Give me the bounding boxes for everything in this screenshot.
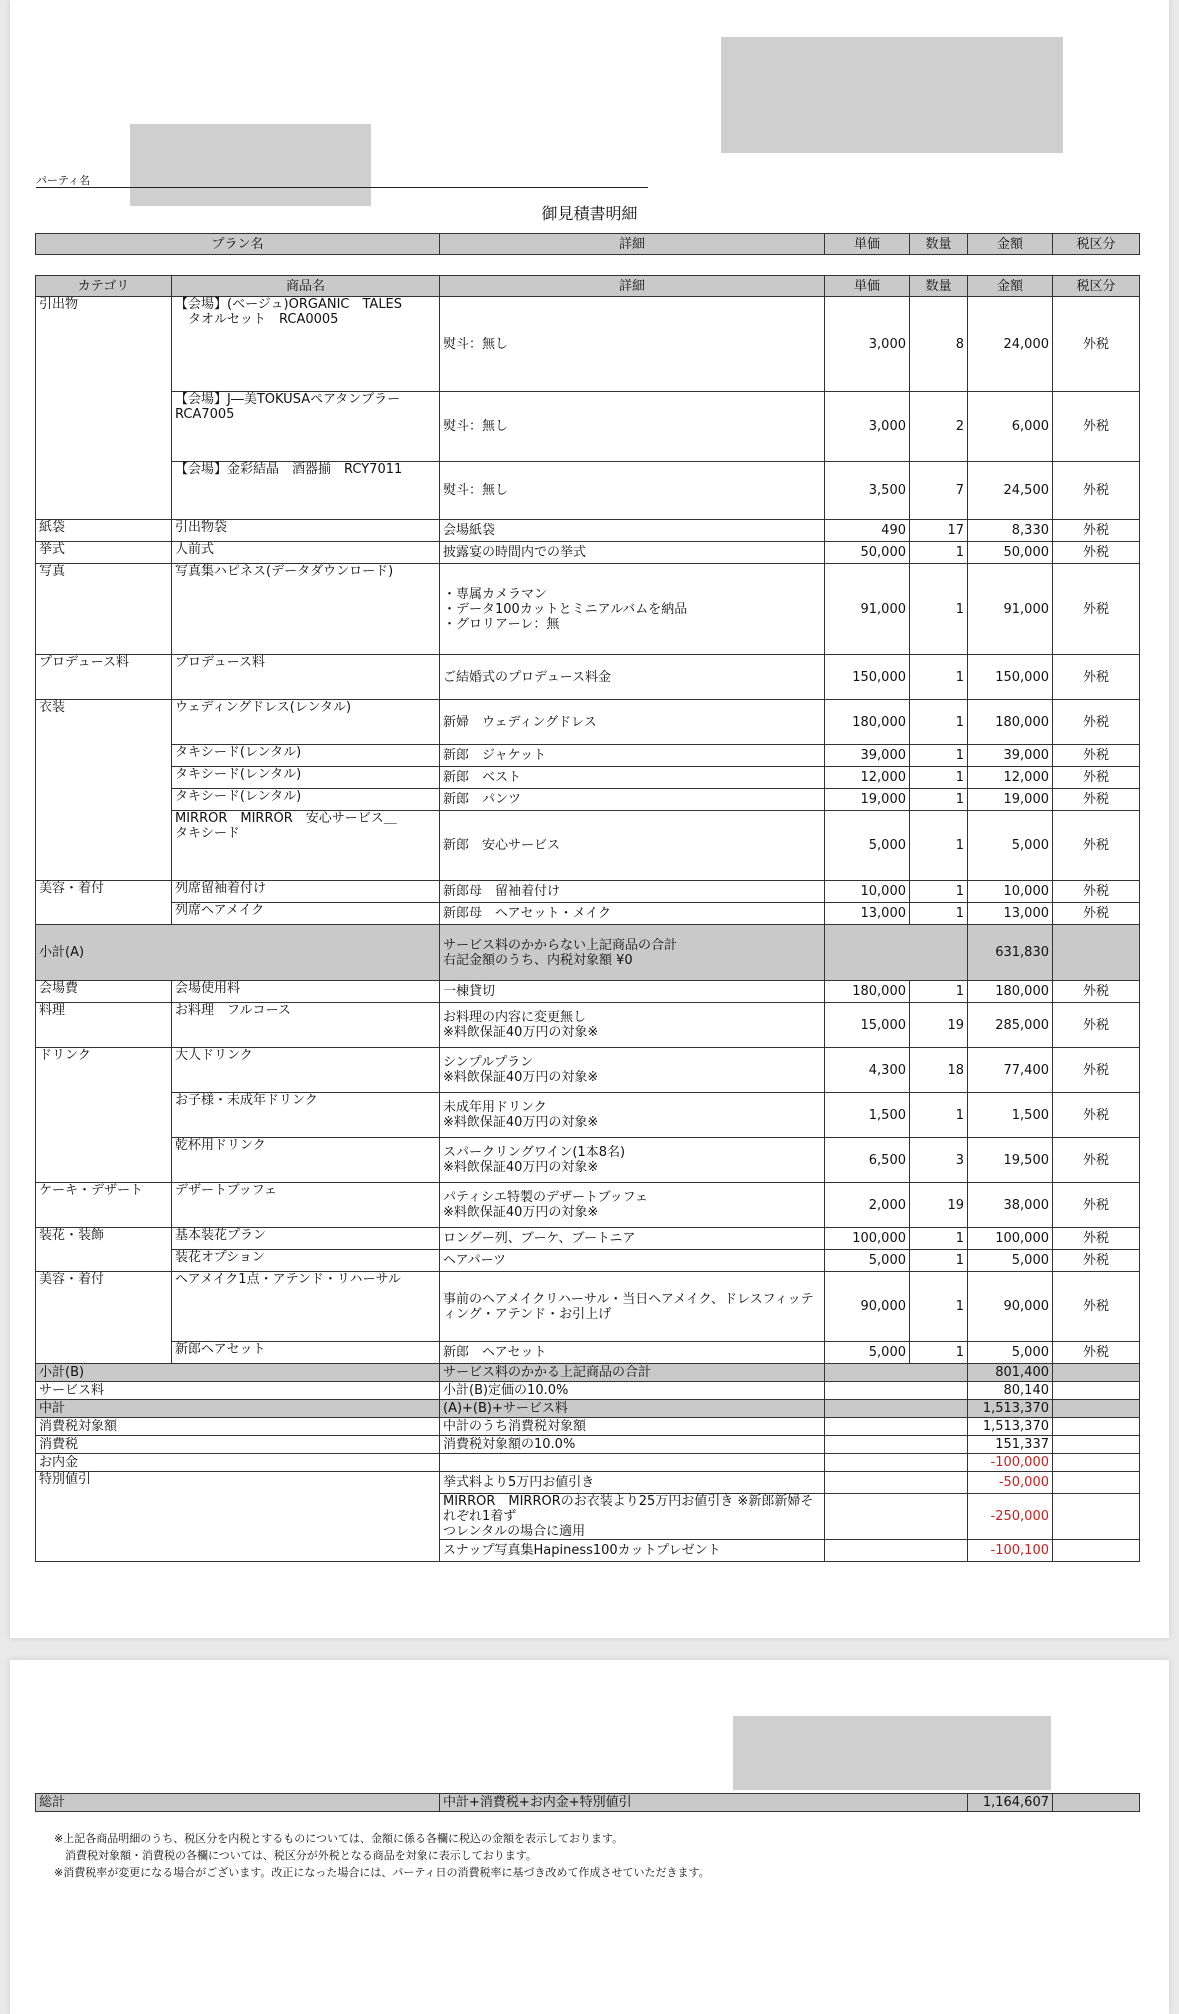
unit-price-cell: 12,000	[825, 767, 910, 789]
product-name-cell: お子様・未成年ドリンク	[172, 1093, 440, 1138]
party-name-label: パーティ名	[36, 174, 91, 187]
category-cell: 美容・着付	[36, 881, 172, 903]
table-row	[36, 1250, 1140, 1272]
redacted-area	[733, 1716, 1051, 1790]
amount-cell: 13,000	[968, 903, 1053, 925]
summary-row	[36, 1382, 1140, 1400]
summary-amount: 801,400	[968, 1364, 1053, 1382]
table-row	[36, 542, 1140, 564]
total-detail: 中計+消費税+お内金+特別値引	[440, 1794, 968, 1812]
detail-cell: スパークリングワイン(1本8名) ※料飲保証40万円の対象※	[440, 1138, 825, 1183]
detail-cell: 熨斗：無し	[440, 462, 825, 520]
summary-label: お内金	[36, 1454, 440, 1472]
items-body	[36, 297, 1140, 1562]
category-cell: 料理	[36, 1003, 172, 1048]
summary-label: 消費税	[36, 1436, 440, 1454]
summary-label: サービス料	[36, 1382, 440, 1400]
unit-price-cell: 6,500	[825, 1138, 910, 1183]
amount-cell: 12,000	[968, 767, 1053, 789]
product-name-cell: 会場使用料	[172, 981, 440, 1003]
tax-type-cell: 外税	[1053, 811, 1140, 881]
table-row	[36, 1342, 1140, 1364]
table-row	[36, 655, 1140, 700]
summary-label: 消費税対象額	[36, 1418, 440, 1436]
plan-header-cell: 詳細	[440, 234, 825, 255]
unit-price-cell: 180,000	[825, 981, 910, 1003]
unit-price-cell: 15,000	[825, 1003, 910, 1048]
amount-cell: 90,000	[968, 1272, 1053, 1342]
table-row	[36, 1138, 1140, 1183]
category-cell	[36, 767, 172, 789]
detail-cell: 新郎 パンツ	[440, 789, 825, 811]
tax-type-cell: 外税	[1053, 1093, 1140, 1138]
tax-type-cell: 外税	[1053, 1183, 1140, 1228]
tax-type-cell: 外税	[1053, 981, 1140, 1003]
product-name-cell: プロデュース料	[172, 655, 440, 700]
product-name-cell: タキシード(レンタル)	[172, 745, 440, 767]
quantity-cell: 1	[910, 903, 968, 925]
unit-price-cell: 50,000	[825, 542, 910, 564]
tax-type-cell: 外税	[1053, 745, 1140, 767]
tax-type-cell: 外税	[1053, 700, 1140, 745]
summary-row	[36, 1400, 1140, 1418]
amount-cell: 5,000	[968, 811, 1053, 881]
total-amount: 1,164,607	[968, 1794, 1053, 1812]
summary-detail: 消費税対象額の10.0%	[440, 1436, 825, 1454]
plan-header-cell: 税区分	[1053, 234, 1140, 255]
items-header-cell: 単価	[825, 276, 910, 297]
unit-price-cell: 3,000	[825, 297, 910, 392]
amount-cell: 1,500	[968, 1093, 1053, 1138]
tax-type-cell: 外税	[1053, 297, 1140, 392]
quantity-cell: 1	[910, 789, 968, 811]
quantity-cell: 1	[910, 1272, 968, 1342]
table-row	[36, 297, 1140, 392]
category-cell	[36, 1138, 172, 1183]
quantity-cell: 2	[910, 392, 968, 462]
tax-type-cell: 外税	[1053, 1272, 1140, 1342]
category-cell	[36, 789, 172, 811]
amount-cell: 19,000	[968, 789, 1053, 811]
empty-cell	[1053, 925, 1140, 981]
empty-cell	[1053, 1472, 1140, 1494]
amount-cell: 39,000	[968, 745, 1053, 767]
summary-amount: -100,000	[968, 1454, 1053, 1472]
unit-price-cell: 90,000	[825, 1272, 910, 1342]
product-name-cell: 新郎ヘアセット	[172, 1342, 440, 1364]
product-name-cell: 引出物袋	[172, 520, 440, 542]
tax-type-cell: 外税	[1053, 1342, 1140, 1364]
empty-cell	[1053, 1418, 1140, 1436]
discount-row	[36, 1472, 1140, 1494]
quantity-cell: 7	[910, 462, 968, 520]
category-cell: 美容・着付	[36, 1272, 172, 1342]
empty-cell	[825, 1364, 968, 1382]
empty-cell	[825, 1494, 968, 1540]
summary-row	[36, 1418, 1140, 1436]
summary-row	[36, 1454, 1140, 1472]
quantity-cell: 1	[910, 1342, 968, 1364]
summary-detail: サービス料のかかる上記商品の合計	[440, 1364, 825, 1382]
summary-row	[36, 1364, 1140, 1382]
tax-type-cell: 外税	[1053, 1228, 1140, 1250]
items-header-cell: 詳細	[440, 276, 825, 297]
quantity-cell: 19	[910, 1183, 968, 1228]
items-header-cell: 税区分	[1053, 276, 1140, 297]
tax-type-cell: 外税	[1053, 1048, 1140, 1093]
summary-amount: 1,513,370	[968, 1400, 1053, 1418]
empty-cell	[825, 1382, 968, 1400]
quantity-cell: 17	[910, 520, 968, 542]
product-name-cell: タキシード(レンタル)	[172, 767, 440, 789]
discount-amount: -250,000	[968, 1494, 1053, 1540]
page-title: 御見積書明細	[541, 204, 638, 223]
detail-cell: ・専属カメラマン ・データ100カットとミニアルバムを納品 ・グロリアーレ：無	[440, 564, 825, 655]
unit-price-cell: 3,500	[825, 462, 910, 520]
empty-cell	[825, 1436, 968, 1454]
product-name-cell: お料理 フルコース	[172, 1003, 440, 1048]
unit-price-cell: 91,000	[825, 564, 910, 655]
plan-header-cell: プラン名	[36, 234, 440, 255]
product-name-cell: 列席ヘアメイク	[172, 903, 440, 925]
empty-cell	[1053, 1400, 1140, 1418]
quantity-cell: 1	[910, 1228, 968, 1250]
tax-type-cell: 外税	[1053, 903, 1140, 925]
category-cell: 写真	[36, 564, 172, 655]
empty-cell	[825, 1454, 968, 1472]
category-cell	[36, 1342, 172, 1364]
detail-cell: 熨斗：無し	[440, 297, 825, 392]
table-row	[36, 789, 1140, 811]
discount-label: 特別値引	[36, 1472, 440, 1562]
quantity-cell: 8	[910, 297, 968, 392]
quantity-cell: 1	[910, 1093, 968, 1138]
quantity-cell: 1	[910, 700, 968, 745]
tax-type-cell: 外税	[1053, 542, 1140, 564]
amount-cell: 38,000	[968, 1183, 1053, 1228]
category-cell	[36, 811, 172, 881]
table-row	[36, 392, 1140, 462]
unit-price-cell: 4,300	[825, 1048, 910, 1093]
category-cell: 衣装	[36, 700, 172, 745]
tax-type-cell: 外税	[1053, 767, 1140, 789]
notes	[54, 1830, 710, 1881]
tax-type-cell: 外税	[1053, 520, 1140, 542]
empty-cell	[825, 1472, 968, 1494]
detail-cell: 一棟貸切	[440, 981, 825, 1003]
category-cell: 引出物	[36, 297, 172, 392]
category-cell: 会場費	[36, 981, 172, 1003]
redacted-party-name	[130, 124, 371, 206]
amount-cell: 91,000	[968, 564, 1053, 655]
quantity-cell: 1	[910, 655, 968, 700]
amount-cell: 5,000	[968, 1342, 1053, 1364]
note-line: 消費税対象額・消費税の各欄については、税区分が外税となる商品を対象に表示しております。	[54, 1849, 537, 1862]
empty-cell	[1053, 1382, 1140, 1400]
plan-header-cell: 金額	[968, 234, 1053, 255]
total-label: 総計	[36, 1794, 440, 1812]
detail-cell: 新郎母 留袖着付け	[440, 881, 825, 903]
summary-label: 小計(B)	[36, 1364, 440, 1382]
product-name-cell: 人前式	[172, 542, 440, 564]
category-cell: ケーキ・デザート	[36, 1183, 172, 1228]
detail-cell: ご結婚式のプロデュース料金	[440, 655, 825, 700]
product-name-cell: 【会場】(ベージュ)ORGANIC TALES タオルセット RCA0005	[172, 297, 440, 392]
discount-amount: -100,100	[968, 1540, 1053, 1562]
table-row	[36, 520, 1140, 542]
category-cell: ドリンク	[36, 1048, 172, 1093]
empty-cell	[1053, 1364, 1140, 1382]
detail-cell: 会場紙袋	[440, 520, 825, 542]
summary-detail: (A)+(B)+サービス料	[440, 1400, 825, 1418]
unit-price-cell: 5,000	[825, 811, 910, 881]
amount-cell: 180,000	[968, 700, 1053, 745]
discount-detail: MIRROR MIRRORのお衣装より25万円お値引き ※新郎新婦それぞれ1着ず つレンタルの場合に適用	[440, 1494, 825, 1540]
quantity-cell: 19	[910, 1003, 968, 1048]
tax-type-cell: 外税	[1053, 655, 1140, 700]
amount-cell: 50,000	[968, 542, 1053, 564]
table-row	[36, 881, 1140, 903]
unit-price-cell: 490	[825, 520, 910, 542]
product-name-cell: デザートブッフェ	[172, 1183, 440, 1228]
estimate-page-1	[10, 0, 1169, 1638]
detail-cell: ロングー列、ブーケ、ブートニア	[440, 1228, 825, 1250]
detail-cell: 事前のヘアメイクリハーサル・当日ヘアメイク、ドレスフィッテ ィング・アテンド・お引上げ	[440, 1272, 825, 1342]
tax-type-cell: 外税	[1053, 1138, 1140, 1183]
quantity-cell: 1	[910, 745, 968, 767]
product-name-cell: MIRROR MIRROR 安心サービス＿ タキシード	[172, 811, 440, 881]
tax-type-cell: 外税	[1053, 1003, 1140, 1048]
unit-price-cell: 150,000	[825, 655, 910, 700]
detail-cell: 熨斗：無し	[440, 392, 825, 462]
empty-cell	[1053, 1454, 1140, 1472]
table-row	[36, 462, 1140, 520]
items-table	[35, 275, 1140, 1562]
product-name-cell: 基本装花プラン	[172, 1228, 440, 1250]
unit-price-cell: 10,000	[825, 881, 910, 903]
detail-cell: パティシエ特製のデザートブッフェ ※料飲保証40万円の対象※	[440, 1183, 825, 1228]
items-header-cell: 数量	[910, 276, 968, 297]
table-row	[36, 1048, 1140, 1093]
total-table	[35, 1793, 1140, 1812]
redacted-logo-area	[721, 37, 1063, 153]
summary-amount: 80,140	[968, 1382, 1053, 1400]
summary-label: 中計	[36, 1400, 440, 1418]
items-header-cell: カテゴリ	[36, 276, 172, 297]
summary-detail: 中計のうち消費税対象額	[440, 1418, 825, 1436]
discount-detail: スナップ写真集Hapiness100カットプレゼント	[440, 1540, 825, 1562]
empty-cell	[1053, 1540, 1140, 1562]
category-cell	[36, 392, 172, 462]
quantity-cell: 1	[910, 811, 968, 881]
category-cell: プロデュース料	[36, 655, 172, 700]
category-cell	[36, 462, 172, 520]
items-header-row	[36, 276, 1140, 297]
tax-type-cell: 外税	[1053, 462, 1140, 520]
product-name-cell: 【会場】金彩結晶 酒器揃 RCY7011	[172, 462, 440, 520]
plan-header-cell: 数量	[910, 234, 968, 255]
table-row	[36, 767, 1140, 789]
total-row	[36, 1794, 1140, 1812]
tax-type-cell: 外税	[1053, 392, 1140, 462]
subtotal-a-label: 小計(A)	[36, 925, 440, 981]
quantity-cell: 1	[910, 767, 968, 789]
product-name-cell: タキシード(レンタル)	[172, 789, 440, 811]
table-row	[36, 981, 1140, 1003]
detail-cell: 新婦 ウェディングドレス	[440, 700, 825, 745]
empty-cell	[825, 1418, 968, 1436]
amount-cell: 5,000	[968, 1250, 1053, 1272]
amount-cell: 285,000	[968, 1003, 1053, 1048]
unit-price-cell: 19,000	[825, 789, 910, 811]
category-cell	[36, 1093, 172, 1138]
unit-price-cell: 2,000	[825, 1183, 910, 1228]
amount-cell: 6,000	[968, 392, 1053, 462]
detail-cell: 新郎 ベスト	[440, 767, 825, 789]
total-tax-cell	[1053, 1794, 1140, 1812]
discount-amount: -50,000	[968, 1472, 1053, 1494]
category-cell: 紙袋	[36, 520, 172, 542]
quantity-cell: 3	[910, 1138, 968, 1183]
empty-cell	[825, 925, 968, 981]
subtotal-a-amount: 631,830	[968, 925, 1053, 981]
unit-price-cell: 13,000	[825, 903, 910, 925]
table-row	[36, 811, 1140, 881]
product-name-cell: 装花オプション	[172, 1250, 440, 1272]
table-row	[36, 1093, 1140, 1138]
unit-price-cell: 5,000	[825, 1250, 910, 1272]
quantity-cell: 18	[910, 1048, 968, 1093]
category-cell: 装花・装飾	[36, 1228, 172, 1250]
product-name-cell: 列席留袖着付け	[172, 881, 440, 903]
tax-type-cell: 外税	[1053, 881, 1140, 903]
amount-cell: 24,500	[968, 462, 1053, 520]
summary-detail	[440, 1454, 825, 1472]
table-row	[36, 903, 1140, 925]
table-row	[36, 745, 1140, 767]
amount-cell: 77,400	[968, 1048, 1053, 1093]
quantity-cell: 1	[910, 564, 968, 655]
note-line: ※上記各商品明細のうち、税区分を内税とするものについては、金額に係る各欄に税込の金額を表示しております。	[54, 1832, 624, 1845]
unit-price-cell: 180,000	[825, 700, 910, 745]
detail-cell: シンプルプラン ※料飲保証40万円の対象※	[440, 1048, 825, 1093]
empty-cell	[825, 1540, 968, 1562]
empty-cell	[825, 1400, 968, 1418]
summary-row	[36, 1436, 1140, 1454]
table-row	[36, 1272, 1140, 1342]
plan-header-row	[36, 234, 1140, 255]
detail-cell: 未成年用ドリンク ※料飲保証40万円の対象※	[440, 1093, 825, 1138]
detail-cell: お料理の内容に変更無し ※料飲保証40万円の対象※	[440, 1003, 825, 1048]
detail-cell: 新郎 ヘアセット	[440, 1342, 825, 1364]
amount-cell: 150,000	[968, 655, 1053, 700]
unit-price-cell: 39,000	[825, 745, 910, 767]
summary-amount: 151,337	[968, 1436, 1053, 1454]
detail-cell: 披露宴の時間内での挙式	[440, 542, 825, 564]
amount-cell: 8,330	[968, 520, 1053, 542]
detail-cell: 新郎母 ヘアセット・メイク	[440, 903, 825, 925]
amount-cell: 100,000	[968, 1228, 1053, 1250]
discount-detail: 挙式料より5万円お値引き	[440, 1472, 825, 1494]
subtotal-a-row	[36, 925, 1140, 981]
detail-cell: 新郎 ジャケット	[440, 745, 825, 767]
detail-cell: ヘアパーツ	[440, 1250, 825, 1272]
amount-cell: 19,500	[968, 1138, 1053, 1183]
party-name-underline	[36, 187, 648, 188]
quantity-cell: 1	[910, 981, 968, 1003]
table-row	[36, 564, 1140, 655]
table-row	[36, 1003, 1140, 1048]
empty-cell	[1053, 1436, 1140, 1454]
product-name-cell: 大人ドリンク	[172, 1048, 440, 1093]
table-row	[36, 1228, 1140, 1250]
product-name-cell: 写真集ハピネス(データダウンロード)	[172, 564, 440, 655]
unit-price-cell: 5,000	[825, 1342, 910, 1364]
items-header-cell: 商品名	[172, 276, 440, 297]
tax-type-cell: 外税	[1053, 1250, 1140, 1272]
table-row	[36, 700, 1140, 745]
product-name-cell: ヘアメイク1点・アテンド・リハーサル	[172, 1272, 440, 1342]
unit-price-cell: 1,500	[825, 1093, 910, 1138]
summary-amount: 1,513,370	[968, 1418, 1053, 1436]
tax-type-cell: 外税	[1053, 564, 1140, 655]
product-name-cell: 乾杯用ドリンク	[172, 1138, 440, 1183]
detail-cell: 新郎 安心サービス	[440, 811, 825, 881]
category-cell	[36, 903, 172, 925]
unit-price-cell: 100,000	[825, 1228, 910, 1250]
plan-header-cell: 単価	[825, 234, 910, 255]
items-header-cell: 金額	[968, 276, 1053, 297]
amount-cell: 10,000	[968, 881, 1053, 903]
amount-cell: 180,000	[968, 981, 1053, 1003]
note-line: ※消費税率が変更になる場合がございます。改正になった場合には、パーティ日の消費税率に基づき改めて作成させていただきます。	[54, 1866, 710, 1879]
quantity-cell: 1	[910, 881, 968, 903]
tax-type-cell: 外税	[1053, 789, 1140, 811]
subtotal-a-detail: サービス料のかからない上記商品の合計 右記金額のうち、内税対象額 ¥0	[440, 925, 825, 981]
category-cell	[36, 1250, 172, 1272]
category-cell: 挙式	[36, 542, 172, 564]
amount-cell: 24,000	[968, 297, 1053, 392]
product-name-cell: ウェディングドレス(レンタル)	[172, 700, 440, 745]
quantity-cell: 1	[910, 1250, 968, 1272]
product-name-cell: 【会場】J―美TOKUSAペアタンブラー RCA7005	[172, 392, 440, 462]
empty-cell	[1053, 1494, 1140, 1540]
plan-table	[35, 233, 1140, 255]
category-cell	[36, 745, 172, 767]
unit-price-cell: 3,000	[825, 392, 910, 462]
table-row	[36, 1183, 1140, 1228]
quantity-cell: 1	[910, 542, 968, 564]
summary-detail: 小計(B)定価の10.0%	[440, 1382, 825, 1400]
